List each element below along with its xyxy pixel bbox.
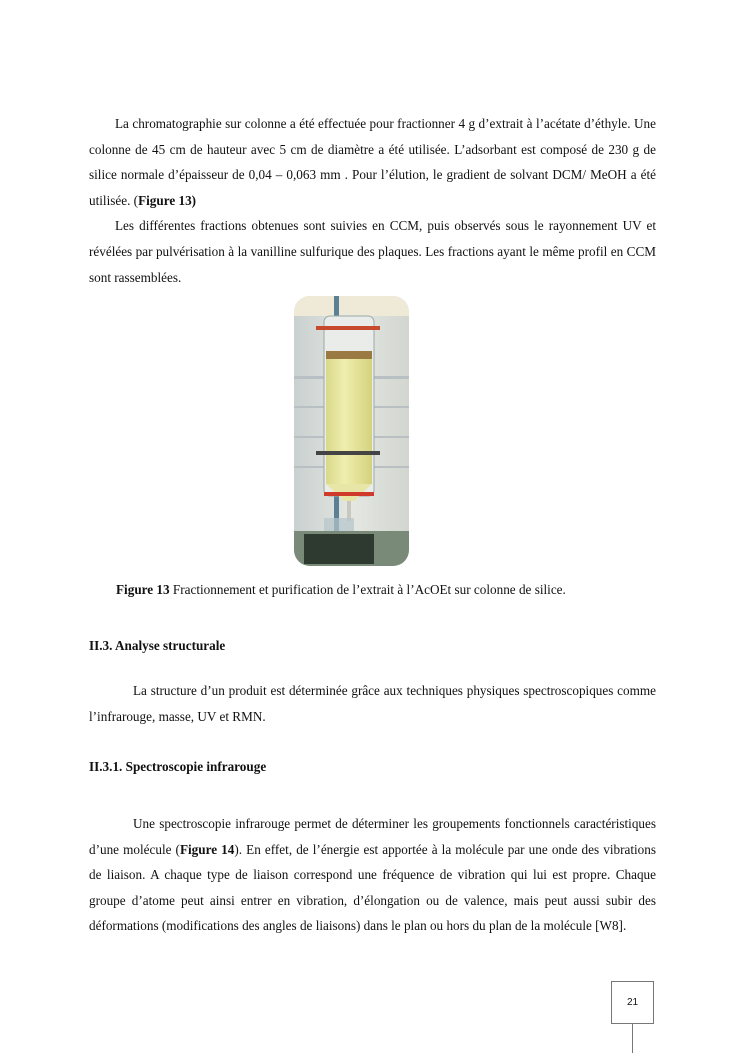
figure-label: Figure 13 <box>116 582 170 597</box>
paragraph-column-chromatography: La chromatographie sur colonne a été effectuée pour fractionner 4 g d’extrait à l’acétate d’éthyle. Une colonne de 45 cm de hauteur avec 5 cm de diamètre a été utilisée. L’adsorbant est composé de 230 g de silice normale d’épaisseur de 0,04 – 0,063 mm . Pour l’élution, le gradient de solvant DCM/ MeOH a été utilisée. (Figure 13) <box>89 116 656 208</box>
figure-14-ref: Figure 14 <box>179 841 235 857</box>
column-chromatography-photo <box>294 296 409 566</box>
paragraph-infrarouge: Une spectroscopie infrarouge permet de déterminer les groupements fonctionnels caractéristiques d’une molécule (Figure 14). En effet, de l’énergie est apportée à la molécule par une onde des vibrations de liaison. A chaque type de liaison correspond une fréquence de vibration qui lui est propre. Chaque groupe d’atome peut ainsi entrer en vibration, d’élongation ou de valence, mais peut aussi subir des déformations (modifications des angles de liaisons) dans le plan ou hors du plan de la molécule [W8]. <box>89 816 656 934</box>
heading-analyse-structurale: II.3. Analyse structurale <box>89 638 226 653</box>
page-number: 21 <box>611 981 654 1024</box>
column-photo-svg <box>294 296 409 566</box>
page-number-line <box>632 1024 633 1053</box>
paragraph-structure: La structure d’un produit est déterminée grâce aux techniques physiques spectroscopiques comme l’infrarouge, masse, UV et RMN. <box>89 683 656 724</box>
intro-text <box>89 111 656 290</box>
paragraph-fractions: Les différentes fractions obtenues sont suivies en CCM, puis observés sous le rayonnement UV et révélées par pulvérisation à la vanilline sulfurique des plaques. Les fractions ayant le même profil en CCM sont rassemblées. <box>89 218 656 285</box>
figure-caption-text: Fractionnement et purification de l’extrait à l’AcOEt sur colonne de silice. <box>169 582 566 597</box>
figure-caption <box>116 580 566 600</box>
section-infrarouge-text <box>89 811 656 939</box>
section-analyse-text <box>89 678 656 729</box>
figure-13-ref: Figure 13) <box>138 192 197 208</box>
heading-spectroscopie-infrarouge: II.3.1. Spectroscopie infrarouge <box>89 759 267 774</box>
